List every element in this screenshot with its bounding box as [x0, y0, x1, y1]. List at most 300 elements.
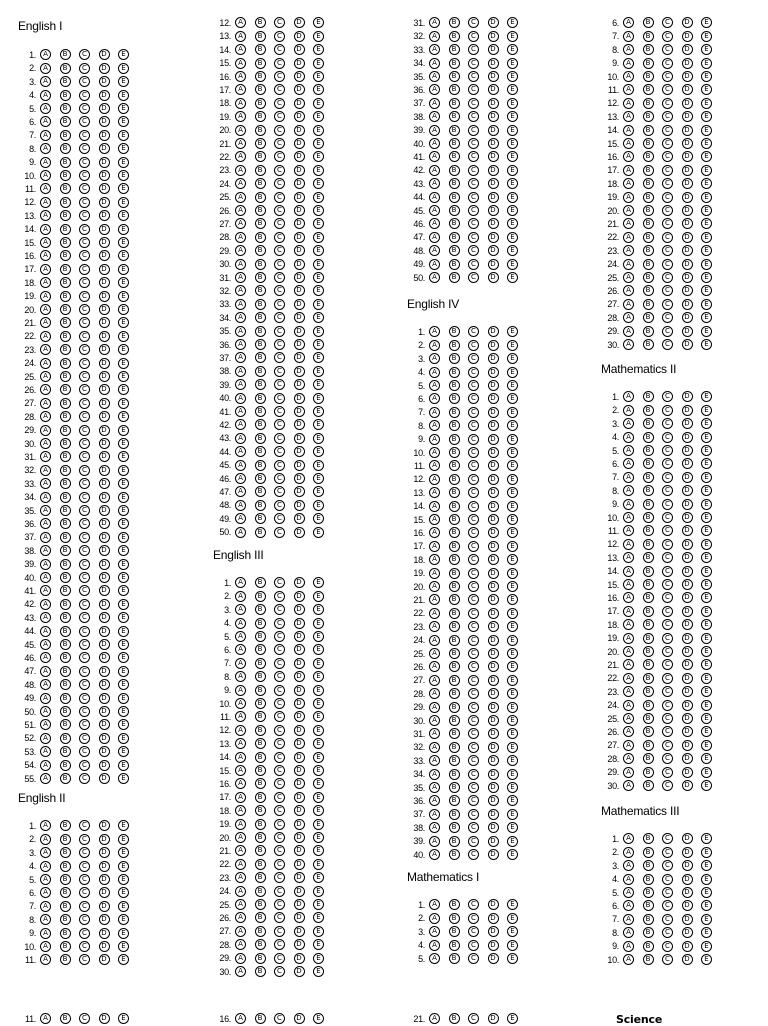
answer-bubble-d[interactable]: D [682, 941, 693, 952]
answer-bubble-b[interactable]: B [449, 245, 460, 256]
answer-bubble-c[interactable]: C [468, 259, 479, 270]
answer-bubble-e[interactable]: E [118, 719, 129, 730]
answer-bubble-a[interactable]: A [429, 151, 440, 162]
answer-bubble-d[interactable]: D [99, 304, 110, 315]
answer-bubble-d[interactable]: D [682, 713, 693, 724]
answer-bubble-b[interactable]: B [255, 725, 266, 736]
answer-bubble-d[interactable]: D [99, 331, 110, 342]
answer-bubble-a[interactable]: A [235, 406, 246, 417]
answer-bubble-c[interactable]: C [662, 606, 673, 617]
answer-bubble-b[interactable]: B [449, 594, 460, 605]
answer-bubble-d[interactable]: D [682, 552, 693, 563]
answer-bubble-e[interactable]: E [118, 652, 129, 663]
answer-bubble-e[interactable]: E [701, 941, 712, 952]
answer-bubble-e[interactable]: E [118, 820, 129, 831]
answer-bubble-c[interactable]: C [274, 644, 285, 655]
answer-bubble-c[interactable]: C [274, 218, 285, 229]
answer-bubble-e[interactable]: E [701, 633, 712, 644]
answer-bubble-a[interactable]: A [429, 353, 440, 364]
answer-bubble-c[interactable]: C [79, 291, 90, 302]
answer-bubble-b[interactable]: B [449, 809, 460, 820]
answer-bubble-c[interactable]: C [468, 782, 479, 793]
answer-bubble-e[interactable]: E [118, 344, 129, 355]
answer-bubble-e[interactable]: E [313, 245, 324, 256]
answer-bubble-a[interactable]: A [235, 446, 246, 457]
answer-bubble-c[interactable]: C [662, 659, 673, 670]
answer-bubble-d[interactable]: D [488, 501, 499, 512]
answer-bubble-e[interactable]: E [313, 393, 324, 404]
answer-bubble-e[interactable]: E [118, 224, 129, 235]
answer-bubble-a[interactable]: A [623, 111, 634, 122]
answer-bubble-c[interactable]: C [79, 746, 90, 757]
answer-bubble-d[interactable]: D [294, 446, 305, 457]
answer-bubble-e[interactable]: E [507, 192, 518, 203]
answer-bubble-b[interactable]: B [60, 693, 71, 704]
answer-bubble-c[interactable]: C [662, 259, 673, 270]
answer-bubble-c[interactable]: C [274, 259, 285, 270]
answer-bubble-b[interactable]: B [449, 393, 460, 404]
answer-bubble-b[interactable]: B [449, 742, 460, 753]
answer-bubble-b[interactable]: B [255, 138, 266, 149]
answer-bubble-a[interactable]: A [623, 780, 634, 791]
answer-bubble-a[interactable]: A [429, 953, 440, 964]
answer-bubble-a[interactable]: A [40, 358, 51, 369]
answer-bubble-d[interactable]: D [488, 661, 499, 672]
answer-bubble-e[interactable]: E [118, 411, 129, 422]
answer-bubble-b[interactable]: B [449, 111, 460, 122]
answer-bubble-a[interactable]: A [623, 165, 634, 176]
answer-bubble-e[interactable]: E [118, 679, 129, 690]
answer-bubble-a[interactable]: A [429, 272, 440, 283]
answer-bubble-a[interactable]: A [40, 384, 51, 395]
answer-bubble-c[interactable]: C [468, 702, 479, 713]
answer-bubble-d[interactable]: D [682, 633, 693, 644]
answer-bubble-c[interactable]: C [274, 473, 285, 484]
answer-bubble-e[interactable]: E [313, 352, 324, 363]
answer-bubble-b[interactable]: B [643, 512, 654, 523]
answer-bubble-b[interactable]: B [60, 371, 71, 382]
answer-bubble-d[interactable]: D [294, 58, 305, 69]
answer-bubble-b[interactable]: B [60, 773, 71, 784]
answer-bubble-d[interactable]: D [488, 259, 499, 270]
answer-bubble-e[interactable]: E [118, 438, 129, 449]
answer-bubble-d[interactable]: D [294, 218, 305, 229]
answer-bubble-a[interactable]: A [40, 103, 51, 114]
answer-bubble-e[interactable]: E [313, 218, 324, 229]
answer-bubble-a[interactable]: A [623, 927, 634, 938]
answer-bubble-c[interactable]: C [274, 792, 285, 803]
answer-bubble-c[interactable]: C [662, 485, 673, 496]
answer-bubble-e[interactable]: E [313, 819, 324, 830]
answer-bubble-b[interactable]: B [449, 205, 460, 216]
answer-bubble-b[interactable]: B [449, 232, 460, 243]
answer-bubble-c[interactable]: C [468, 913, 479, 924]
answer-bubble-e[interactable]: E [313, 912, 324, 923]
answer-bubble-d[interactable]: D [99, 679, 110, 690]
answer-bubble-d[interactable]: D [99, 237, 110, 248]
answer-bubble-e[interactable]: E [118, 693, 129, 704]
answer-bubble-d[interactable]: D [682, 391, 693, 402]
answer-bubble-b[interactable]: B [643, 860, 654, 871]
answer-bubble-e[interactable]: E [313, 953, 324, 964]
answer-bubble-d[interactable]: D [99, 639, 110, 650]
answer-bubble-d[interactable]: D [682, 205, 693, 216]
answer-bubble-a[interactable]: A [623, 31, 634, 42]
answer-bubble-c[interactable]: C [79, 304, 90, 315]
answer-bubble-b[interactable]: B [60, 398, 71, 409]
answer-bubble-c[interactable]: C [662, 700, 673, 711]
answer-bubble-d[interactable]: D [682, 151, 693, 162]
answer-bubble-b[interactable]: B [643, 485, 654, 496]
answer-bubble-b[interactable]: B [643, 458, 654, 469]
answer-bubble-a[interactable]: A [40, 465, 51, 476]
answer-bubble-a[interactable]: A [623, 151, 634, 162]
answer-bubble-e[interactable]: E [313, 111, 324, 122]
answer-bubble-a[interactable]: A [623, 900, 634, 911]
answer-bubble-c[interactable]: C [79, 559, 90, 570]
answer-bubble-d[interactable]: D [294, 111, 305, 122]
answer-bubble-c[interactable]: C [468, 940, 479, 951]
answer-bubble-b[interactable]: B [255, 393, 266, 404]
answer-bubble-a[interactable]: A [40, 532, 51, 543]
answer-bubble-c[interactable]: C [79, 599, 90, 610]
answer-bubble-b[interactable]: B [255, 111, 266, 122]
answer-bubble-c[interactable]: C [468, 755, 479, 766]
answer-bubble-b[interactable]: B [643, 847, 654, 858]
answer-bubble-d[interactable]: D [99, 941, 110, 952]
answer-bubble-b[interactable]: B [255, 245, 266, 256]
answer-bubble-e[interactable]: E [701, 539, 712, 550]
answer-bubble-c[interactable]: C [274, 618, 285, 629]
answer-bubble-a[interactable]: A [235, 151, 246, 162]
answer-bubble-e[interactable]: E [118, 599, 129, 610]
answer-bubble-c[interactable]: C [468, 17, 479, 28]
answer-bubble-e[interactable]: E [507, 367, 518, 378]
answer-bubble-d[interactable]: D [294, 232, 305, 243]
answer-bubble-b[interactable]: B [643, 833, 654, 844]
answer-bubble-b[interactable]: B [255, 500, 266, 511]
answer-bubble-c[interactable]: C [662, 860, 673, 871]
answer-bubble-b[interactable]: B [60, 545, 71, 556]
answer-bubble-e[interactable]: E [118, 626, 129, 637]
answer-bubble-d[interactable]: D [488, 635, 499, 646]
answer-bubble-e[interactable]: E [313, 406, 324, 417]
answer-bubble-b[interactable]: B [643, 606, 654, 617]
answer-bubble-d[interactable]: D [294, 17, 305, 28]
answer-bubble-d[interactable]: D [488, 165, 499, 176]
answer-bubble-e[interactable]: E [701, 954, 712, 965]
answer-bubble-a[interactable]: A [235, 178, 246, 189]
answer-bubble-b[interactable]: B [255, 872, 266, 883]
answer-bubble-b[interactable]: B [60, 585, 71, 596]
answer-bubble-e[interactable]: E [118, 478, 129, 489]
answer-bubble-c[interactable]: C [662, 874, 673, 885]
answer-bubble-d[interactable]: D [294, 419, 305, 430]
answer-bubble-d[interactable]: D [99, 532, 110, 543]
answer-bubble-e[interactable]: E [701, 860, 712, 871]
answer-bubble-a[interactable]: A [623, 218, 634, 229]
answer-bubble-c[interactable]: C [662, 232, 673, 243]
answer-bubble-a[interactable]: A [623, 485, 634, 496]
answer-bubble-d[interactable]: D [99, 572, 110, 583]
answer-bubble-d[interactable]: D [682, 847, 693, 858]
answer-bubble-c[interactable]: C [662, 138, 673, 149]
answer-bubble-c[interactable]: C [79, 358, 90, 369]
answer-bubble-b[interactable]: B [643, 592, 654, 603]
answer-bubble-b[interactable]: B [255, 805, 266, 816]
answer-bubble-e[interactable]: E [313, 460, 324, 471]
answer-bubble-e[interactable]: E [118, 304, 129, 315]
answer-bubble-d[interactable]: D [682, 31, 693, 42]
answer-bubble-e[interactable]: E [118, 103, 129, 114]
answer-bubble-e[interactable]: E [507, 474, 518, 485]
answer-bubble-e[interactable]: E [701, 31, 712, 42]
answer-bubble-b[interactable]: B [60, 425, 71, 436]
answer-bubble-e[interactable]: E [507, 1013, 518, 1024]
answer-bubble-c[interactable]: C [79, 344, 90, 355]
answer-bubble-b[interactable]: B [255, 899, 266, 910]
answer-bubble-b[interactable]: B [449, 728, 460, 739]
answer-bubble-c[interactable]: C [79, 49, 90, 60]
answer-bubble-b[interactable]: B [60, 612, 71, 623]
answer-bubble-e[interactable]: E [701, 619, 712, 630]
answer-bubble-c[interactable]: C [274, 899, 285, 910]
answer-bubble-c[interactable]: C [662, 833, 673, 844]
answer-bubble-e[interactable]: E [701, 525, 712, 536]
answer-bubble-b[interactable]: B [255, 366, 266, 377]
answer-bubble-c[interactable]: C [468, 635, 479, 646]
answer-bubble-d[interactable]: D [488, 795, 499, 806]
answer-bubble-e[interactable]: E [507, 407, 518, 418]
answer-bubble-e[interactable]: E [507, 17, 518, 28]
answer-bubble-c[interactable]: C [79, 425, 90, 436]
answer-bubble-a[interactable]: A [623, 458, 634, 469]
answer-bubble-e[interactable]: E [313, 778, 324, 789]
answer-bubble-d[interactable]: D [99, 874, 110, 885]
answer-bubble-c[interactable]: C [79, 532, 90, 543]
answer-bubble-b[interactable]: B [255, 859, 266, 870]
answer-bubble-c[interactable]: C [468, 393, 479, 404]
answer-bubble-c[interactable]: C [468, 98, 479, 109]
answer-bubble-e[interactable]: E [507, 125, 518, 136]
answer-bubble-d[interactable]: D [294, 644, 305, 655]
answer-bubble-a[interactable]: A [40, 954, 51, 965]
answer-bubble-a[interactable]: A [623, 299, 634, 310]
answer-bubble-b[interactable]: B [449, 420, 460, 431]
answer-bubble-e[interactable]: E [118, 49, 129, 60]
answer-bubble-c[interactable]: C [274, 1013, 285, 1024]
answer-bubble-e[interactable]: E [701, 111, 712, 122]
answer-bubble-e[interactable]: E [507, 541, 518, 552]
answer-bubble-d[interactable]: D [99, 746, 110, 757]
answer-bubble-a[interactable]: A [623, 432, 634, 443]
answer-bubble-a[interactable]: A [429, 836, 440, 847]
answer-bubble-b[interactable]: B [643, 218, 654, 229]
answer-bubble-d[interactable]: D [99, 90, 110, 101]
answer-bubble-b[interactable]: B [255, 379, 266, 390]
answer-bubble-d[interactable]: D [294, 698, 305, 709]
answer-bubble-b[interactable]: B [60, 834, 71, 845]
answer-bubble-d[interactable]: D [488, 715, 499, 726]
answer-bubble-d[interactable]: D [99, 559, 110, 570]
answer-bubble-d[interactable]: D [682, 927, 693, 938]
answer-bubble-a[interactable]: A [40, 733, 51, 744]
answer-bubble-c[interactable]: C [274, 366, 285, 377]
answer-bubble-c[interactable]: C [79, 478, 90, 489]
answer-bubble-d[interactable]: D [294, 460, 305, 471]
answer-bubble-a[interactable]: A [40, 505, 51, 516]
answer-bubble-e[interactable]: E [701, 592, 712, 603]
answer-bubble-a[interactable]: A [235, 84, 246, 95]
answer-bubble-c[interactable]: C [274, 31, 285, 42]
answer-bubble-c[interactable]: C [274, 232, 285, 243]
answer-bubble-b[interactable]: B [255, 312, 266, 323]
answer-bubble-c[interactable]: C [79, 250, 90, 261]
answer-bubble-b[interactable]: B [60, 652, 71, 663]
answer-bubble-e[interactable]: E [118, 746, 129, 757]
answer-bubble-d[interactable]: D [99, 901, 110, 912]
answer-bubble-d[interactable]: D [488, 31, 499, 42]
answer-bubble-b[interactable]: B [255, 406, 266, 417]
answer-bubble-c[interactable]: C [662, 927, 673, 938]
answer-bubble-a[interactable]: A [235, 165, 246, 176]
answer-bubble-c[interactable]: C [79, 679, 90, 690]
answer-bubble-c[interactable]: C [662, 151, 673, 162]
answer-bubble-e[interactable]: E [701, 646, 712, 657]
answer-bubble-a[interactable]: A [623, 71, 634, 82]
answer-bubble-d[interactable]: D [682, 58, 693, 69]
answer-bubble-e[interactable]: E [313, 125, 324, 136]
answer-bubble-b[interactable]: B [255, 205, 266, 216]
answer-bubble-a[interactable]: A [429, 675, 440, 686]
answer-bubble-c[interactable]: C [662, 673, 673, 684]
answer-bubble-a[interactable]: A [429, 178, 440, 189]
answer-bubble-d[interactable]: D [99, 291, 110, 302]
answer-bubble-b[interactable]: B [643, 98, 654, 109]
answer-bubble-a[interactable]: A [235, 886, 246, 897]
answer-bubble-d[interactable]: D [488, 940, 499, 951]
answer-bubble-e[interactable]: E [313, 446, 324, 457]
answer-bubble-c[interactable]: C [274, 406, 285, 417]
answer-bubble-b[interactable]: B [449, 715, 460, 726]
answer-bubble-e[interactable]: E [313, 899, 324, 910]
answer-bubble-e[interactable]: E [313, 527, 324, 538]
answer-bubble-d[interactable]: D [99, 250, 110, 261]
answer-bubble-c[interactable]: C [274, 58, 285, 69]
answer-bubble-c[interactable]: C [468, 420, 479, 431]
answer-bubble-e[interactable]: E [313, 98, 324, 109]
answer-bubble-e[interactable]: E [701, 914, 712, 925]
answer-bubble-e[interactable]: E [118, 706, 129, 717]
answer-bubble-d[interactable]: D [99, 505, 110, 516]
answer-bubble-b[interactable]: B [449, 31, 460, 42]
answer-bubble-b[interactable]: B [60, 63, 71, 74]
answer-bubble-b[interactable]: B [255, 926, 266, 937]
answer-bubble-d[interactable]: D [99, 518, 110, 529]
answer-bubble-b[interactable]: B [449, 635, 460, 646]
answer-bubble-c[interactable]: C [274, 725, 285, 736]
answer-bubble-d[interactable]: D [294, 125, 305, 136]
answer-bubble-c[interactable]: C [662, 272, 673, 283]
answer-bubble-c[interactable]: C [468, 192, 479, 203]
answer-bubble-d[interactable]: D [488, 554, 499, 565]
answer-bubble-e[interactable]: E [507, 795, 518, 806]
answer-bubble-a[interactable]: A [40, 237, 51, 248]
answer-bubble-e[interactable]: E [507, 380, 518, 391]
answer-bubble-b[interactable]: B [255, 698, 266, 709]
answer-bubble-b[interactable]: B [60, 451, 71, 462]
answer-bubble-b[interactable]: B [60, 210, 71, 221]
answer-bubble-d[interactable]: D [682, 245, 693, 256]
answer-bubble-c[interactable]: C [79, 63, 90, 74]
answer-bubble-c[interactable]: C [662, 245, 673, 256]
answer-bubble-b[interactable]: B [60, 438, 71, 449]
answer-bubble-e[interactable]: E [507, 608, 518, 619]
answer-bubble-d[interactable]: D [488, 769, 499, 780]
answer-bubble-b[interactable]: B [643, 84, 654, 95]
answer-bubble-e[interactable]: E [507, 272, 518, 283]
answer-bubble-d[interactable]: D [682, 44, 693, 55]
answer-bubble-b[interactable]: B [643, 525, 654, 536]
answer-bubble-a[interactable]: A [40, 901, 51, 912]
answer-bubble-c[interactable]: C [662, 954, 673, 965]
answer-bubble-e[interactable]: E [507, 353, 518, 364]
answer-bubble-c[interactable]: C [662, 31, 673, 42]
answer-bubble-c[interactable]: C [662, 726, 673, 737]
answer-bubble-a[interactable]: A [623, 767, 634, 778]
answer-bubble-b[interactable]: B [60, 277, 71, 288]
answer-bubble-b[interactable]: B [643, 579, 654, 590]
answer-bubble-a[interactable]: A [40, 183, 51, 194]
answer-bubble-e[interactable]: E [313, 299, 324, 310]
answer-bubble-e[interactable]: E [701, 138, 712, 149]
answer-bubble-c[interactable]: C [274, 500, 285, 511]
answer-bubble-a[interactable]: A [40, 451, 51, 462]
answer-bubble-b[interactable]: B [449, 434, 460, 445]
answer-bubble-d[interactable]: D [99, 197, 110, 208]
answer-bubble-b[interactable]: B [449, 447, 460, 458]
answer-bubble-d[interactable]: D [294, 912, 305, 923]
answer-bubble-a[interactable]: A [623, 405, 634, 416]
answer-bubble-b[interactable]: B [449, 218, 460, 229]
answer-bubble-b[interactable]: B [643, 111, 654, 122]
answer-bubble-a[interactable]: A [623, 418, 634, 429]
answer-bubble-b[interactable]: B [60, 1013, 71, 1024]
answer-bubble-a[interactable]: A [235, 98, 246, 109]
answer-bubble-a[interactable]: A [40, 398, 51, 409]
answer-bubble-b[interactable]: B [60, 572, 71, 583]
answer-bubble-a[interactable]: A [40, 652, 51, 663]
answer-bubble-b[interactable]: B [255, 446, 266, 457]
answer-bubble-a[interactable]: A [235, 473, 246, 484]
answer-bubble-b[interactable]: B [643, 619, 654, 630]
answer-bubble-c[interactable]: C [662, 552, 673, 563]
answer-bubble-c[interactable]: C [274, 671, 285, 682]
answer-bubble-e[interactable]: E [118, 291, 129, 302]
answer-bubble-b[interactable]: B [60, 264, 71, 275]
answer-bubble-e[interactable]: E [313, 433, 324, 444]
answer-bubble-b[interactable]: B [449, 568, 460, 579]
answer-bubble-d[interactable]: D [294, 352, 305, 363]
answer-bubble-d[interactable]: D [488, 71, 499, 82]
answer-bubble-d[interactable]: D [294, 577, 305, 588]
answer-bubble-a[interactable]: A [40, 861, 51, 872]
answer-bubble-d[interactable]: D [682, 726, 693, 737]
answer-bubble-c[interactable]: C [468, 151, 479, 162]
answer-bubble-e[interactable]: E [313, 31, 324, 42]
answer-bubble-b[interactable]: B [255, 912, 266, 923]
answer-bubble-b[interactable]: B [449, 353, 460, 364]
